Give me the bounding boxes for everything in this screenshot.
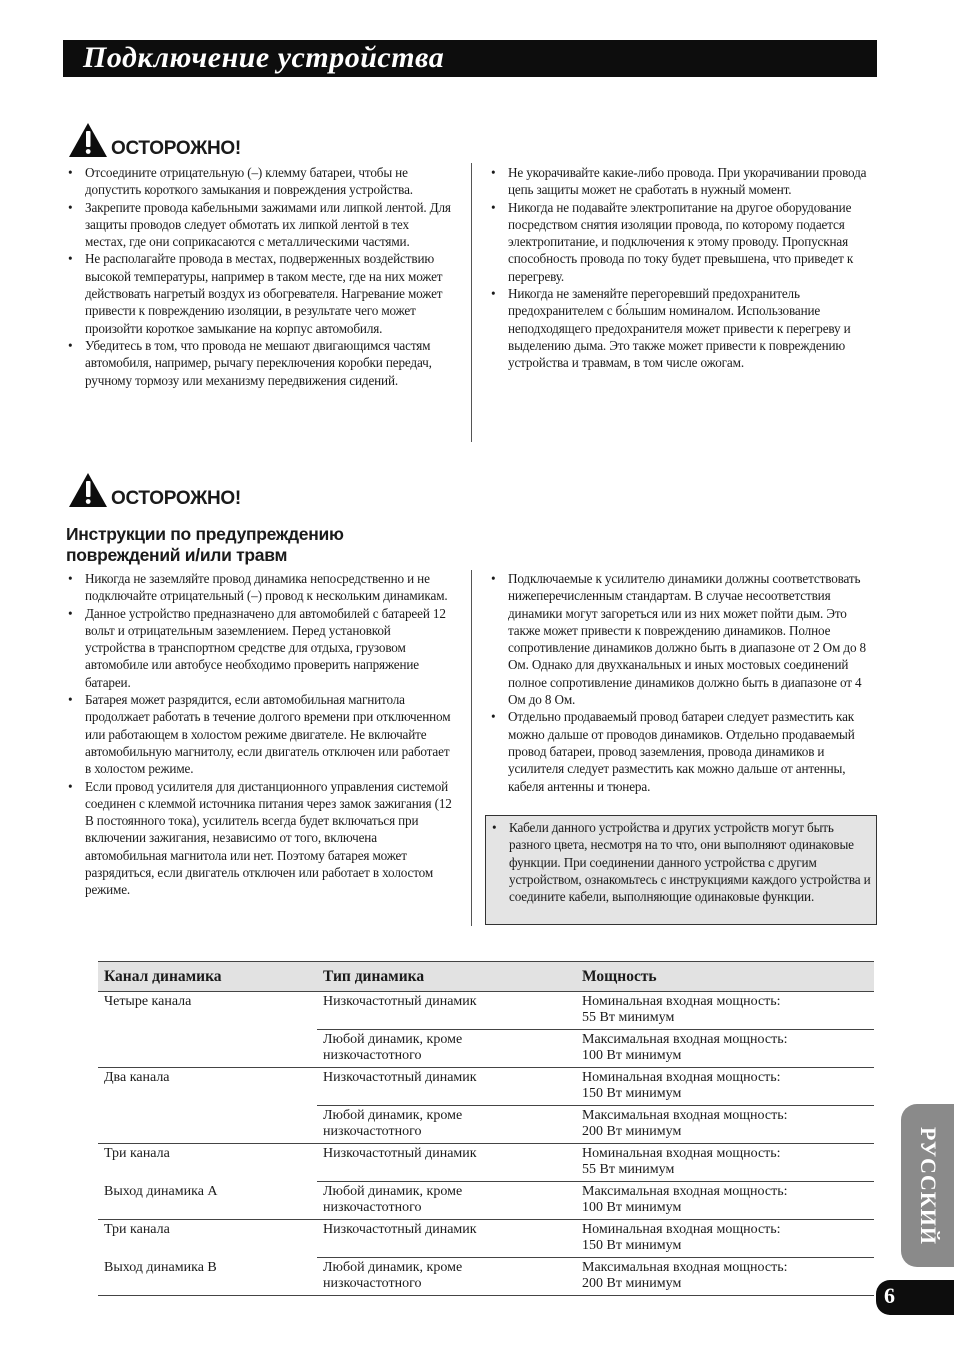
power-line: Номинальная входная мощность: [582,1070,781,1085]
list-item: • Закрепите провода кабельными зажимами или липкой лентой. Для защиты проводов следует обмотать их липкой лентой в тех местах, где они соприкасаются с металлическими частями. [66,199,452,251]
power-line: 200 Вт минимум [582,1124,682,1139]
list-item: • Отсоедините отрицательную (–) клемму батареи, чтобы не допустить короткого замыкания и повреждения устройства. [66,164,452,199]
note-box [485,815,877,925]
caution-label: ОСТОРОЖНО! [111,138,241,159]
list-item: • Батарея может разрядится, если автомобильная магнитола продолжает работать в течение долгого времени при отключенном или работающем в холостом режиме двигателе. Не включайте автомобильную магнитолу, если двигатель отключен или работает в холостом режиме. [66,691,452,777]
type-cell [317,1030,576,1068]
power-cell [576,1220,874,1258]
table-row [98,1106,874,1144]
list-item: • Убедитесь в том, что провода не мешают двигающимся частям автомобиля, например, рычагу переключения коробки передач, ручному тормозу или механизму передвижения сидений. [66,337,452,389]
table-row [98,1220,874,1258]
type-line: Любой динамик, кроме [323,1032,463,1047]
column-divider [471,570,472,926]
subheading-line: повреждений и/или травм [66,545,288,565]
channel-cell [98,1030,317,1068]
type-line: Любой динамик, кроме [323,1260,463,1275]
caution2-right-column [489,570,877,795]
list-item: • Если провод усилителя для дистанционного управления системой соединен с клеммой источника питания через замок зажигания (12 В постоянного тока), усилитель всегда будет включаться при включении зажигания, независимо от того, включена автомобильная магнитола или нет. Поэтому батарея может разрядиться, если двигатель отключен или работает в холостом режиме. [66,778,452,899]
caution1-right-column [489,164,877,372]
list-item: • Подключаемые к усилителю динамики должны соответствовать нижеперечисленным стандартам. В случае несоответствия динамики могут загореться или из них может пойти дым. Это также может привести к повреждению динамиков. Полное сопротивление динамиков должно быть в диапазоне от 2 Ом до 8 Ом. Однако для двухканальных и иных мостовых соединений полное сопротивление динамиков должно быть в диапазоне от 4 Ом до 8 Ом. [489,570,877,708]
power-line: 200 Вт минимум [582,1276,682,1291]
table-row [98,1030,874,1068]
column-header: Тип динамика [317,962,576,992]
table-row [98,1182,874,1220]
power-line: 150 Вт минимум [582,1238,682,1253]
list-item: • Никогда не заземляйте провод динамика непосредственно и не подключайте отрицательный (–) провод к нескольким динамикам. [66,570,452,605]
column-header: Канал динамика [98,962,317,992]
list-item: • Никогда не заменяйте перегоревший предохранитель предохранителем с бо́льшим номиналом. Использование неподходящего предохранителя может привести к перегреву и выделению дыма. Это также может привести к повреждению устройства и травмам, в том числе ожогам. [489,285,877,371]
table-row [98,1258,874,1296]
type-line: Любой динамик, кроме [323,1184,463,1199]
power-line: 150 Вт минимум [582,1086,682,1101]
power-line: 55 Вт минимум [582,1162,675,1177]
power-line: Максимальная входная мощность: [582,1032,788,1047]
list-item: • Не располагайте провода в местах, подверженных воздействию высокой температуры, например в таком месте, где на них может действовать нагретый воздух из обогревателя. Нагревание может привести к повреждению изоляции, в результате чего может произойти короткое замыкание на корпус автомобиля. [66,250,452,336]
section-subheading [66,524,344,566]
power-cell [576,992,874,1030]
type-cell [317,1182,576,1220]
warning-triangle-icon [68,122,108,158]
power-line: 100 Вт минимум [582,1048,682,1063]
channel-cell: Выход динамика B [98,1258,317,1296]
power-line: Максимальная входная мощность: [582,1184,788,1199]
channel-cell [98,1106,317,1144]
column-divider [471,163,472,442]
power-line: Максимальная входная мощность: [582,1260,788,1275]
type-cell [317,1258,576,1296]
power-cell [576,1106,874,1144]
type-line: Любой динамик, кроме [323,1108,463,1123]
caution1-left-column [66,164,452,389]
channel-cell: Три канала [104,1146,170,1161]
table-header-row [98,962,874,992]
page-title: Подключение устройства [83,41,445,74]
power-cell [576,1030,874,1068]
page-number: 6 [884,1283,895,1308]
warning-triangle-icon [68,472,108,508]
caution-label: ОСТОРОЖНО! [111,488,241,509]
table-row [98,1144,874,1182]
caution-heading-1 [68,122,241,158]
type-cell: Низкочастотный динамик [317,1068,576,1106]
page-number-badge [876,1280,954,1315]
language-tab [901,1104,954,1267]
list-item: • Отдельно продаваемый провод батареи следует разместить как можно дальше от проводов динамиков. Отдельно продаваемый провод батареи, провод заземления, провода динамиков и усилителя следует разместить как можно дальше от антенны, кабеля антенны и тюнера. [489,708,877,794]
subheading-line: Инструкции по предупреждению [66,524,344,544]
channel-cell: Выход динамика A [98,1182,317,1220]
list-item: • Никогда не подавайте электропитание на другое оборудование посредством снятия изоляции провода, по которому подается электропитание, и подключения к этому проводу. Пропускная способность провода по току будет превышена, что приведет к перегреву. [489,199,877,285]
language-label: РУССКИЙ [915,1126,941,1245]
type-cell: Низкочастотный динамик [317,1144,576,1182]
caution-heading-2 [68,472,241,508]
list-item: • Данное устройство предназначено для автомобилей с батареей 12 вольт и отрицательным заземлением. Перед установкой устройства в транспортном средстве для отдыха, грузовом автомобиле или автобусе необходимо проверить напряжение батареи. [66,605,452,691]
type-line: низкочастотного [323,1124,422,1139]
type-line: низкочастотного [323,1276,422,1291]
power-cell [576,1258,874,1296]
power-cell [576,1144,874,1182]
type-cell: Низкочастотный динамик [317,1220,576,1258]
power-cell [576,1182,874,1220]
list-item: • Не укорачивайте какие-либо провода. При укорачивании провода цепь защиты может не сработать в нужный момент. [489,164,877,199]
type-line: низкочастотного [323,1048,422,1063]
power-cell [576,1068,874,1106]
power-line: Номинальная входная мощность: [582,1146,781,1161]
channel-cell: Четыре канала [104,994,192,1009]
power-line: Номинальная входная мощность: [582,1222,781,1237]
column-header: Мощность [576,962,874,992]
power-line: Номинальная входная мощность: [582,994,781,1009]
caution2-left-column [66,570,452,899]
channel-cell: Три канала [104,1222,170,1237]
table-row [98,992,874,1030]
table-row [98,1068,874,1106]
type-cell: Низкочастотный динамик [317,992,576,1030]
type-line: низкочастотного [323,1200,422,1215]
type-cell [317,1106,576,1144]
power-line: Максимальная входная мощность: [582,1108,788,1123]
speaker-spec-table [98,961,874,1296]
note-text: • Кабели данного устройства и других устройств могут быть разного цвета, несмотря на то что, они выполняют одинаковые функции. При соединении данного устройства с другим устройством, ознакомьтесь с инструкциями каждого устройства и соедините кабели, выполняющие одинаковые функции. [490,819,874,905]
power-line: 55 Вт минимум [582,1010,675,1025]
power-line: 100 Вт минимум [582,1200,682,1215]
page-title-bar [63,40,877,77]
channel-cell: Два канала [104,1070,170,1085]
